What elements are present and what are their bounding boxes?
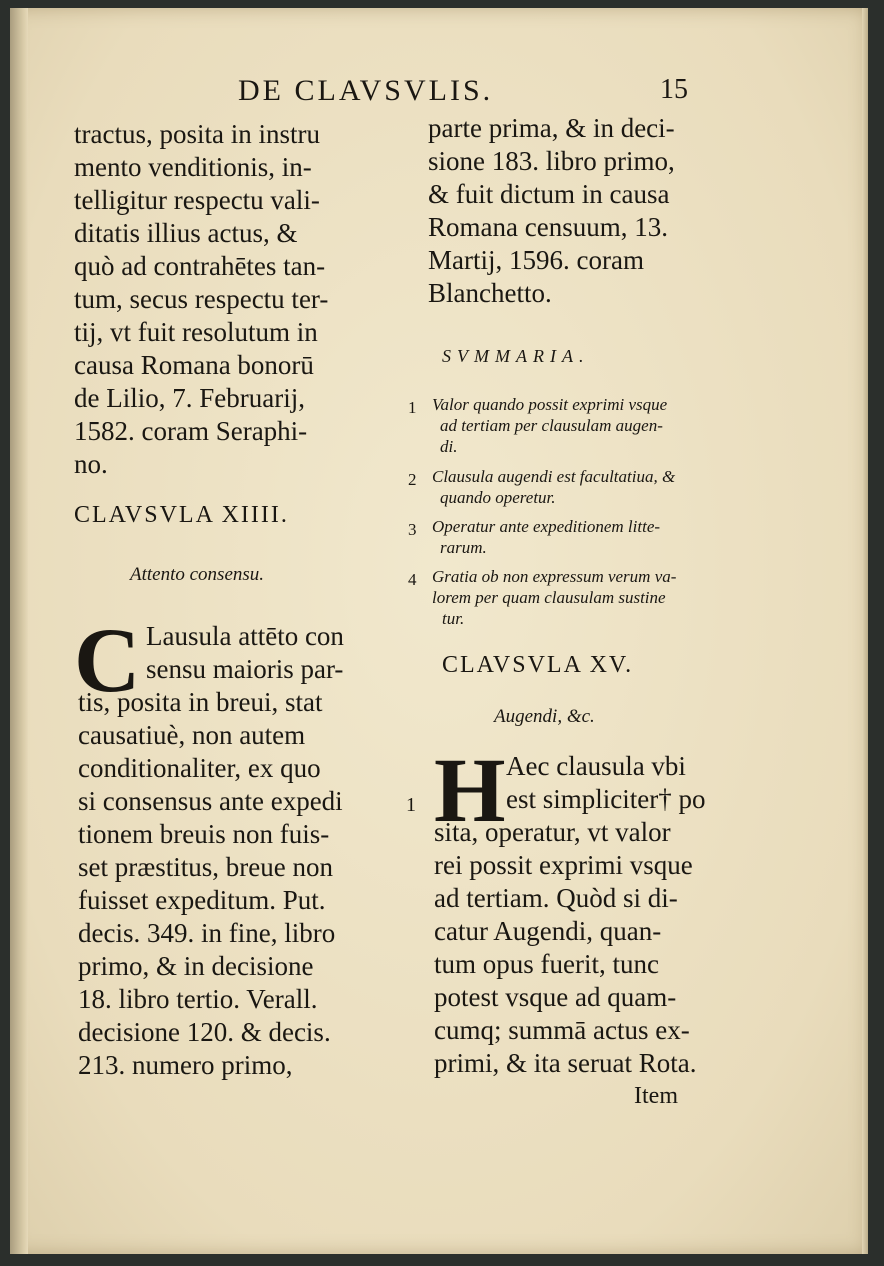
text-line: telligitur respectu vali- xyxy=(74,185,320,215)
text-line: Romana censuum, 13. xyxy=(428,212,668,242)
summary-line: Valor quando possit exprimi vsque xyxy=(432,395,668,414)
text-line: tum, secus respectu ter- xyxy=(74,284,329,314)
text-line: Blanchetto. xyxy=(428,278,552,308)
summary-line: Operatur ante expeditionem litte- xyxy=(432,517,661,536)
text-line: sensu maioris par- xyxy=(146,654,344,684)
text-line: potest vsque ad quam- xyxy=(434,982,677,1012)
text-line: rei possit exprimi vsque xyxy=(434,850,693,880)
summary-number: 2 xyxy=(408,470,417,489)
text-line: Martij, 1596. coram xyxy=(428,245,644,275)
text-line: tionem breuis non fuis- xyxy=(78,819,330,849)
text-line: & fuit dictum in causa xyxy=(428,179,670,209)
text-line: 18. libro tertio. Verall. xyxy=(78,984,318,1014)
summary-number: 1 xyxy=(408,398,417,417)
text-line: Lausula attēto con xyxy=(146,621,344,651)
summary-number: 3 xyxy=(408,520,417,539)
text-line: tij, vt fuit resolutum in xyxy=(74,317,318,347)
section-heading: CLAVSVLA XIIII. xyxy=(74,502,289,528)
text-line: tractus, posita in instru xyxy=(74,119,320,149)
drop-capital: H xyxy=(434,739,506,841)
text-line: decisione 120. & decis. xyxy=(78,1017,331,1047)
summary-line: rarum. xyxy=(440,538,487,557)
text-line: cumq; summā actus ex- xyxy=(434,1015,690,1045)
text-line: sita, operatur, vt valor xyxy=(434,817,671,847)
book-page xyxy=(10,8,868,1254)
summary-line: quando operetur. xyxy=(440,488,556,507)
text-line: tis, posita in breui, stat xyxy=(78,687,323,717)
margin-number: 1 xyxy=(406,794,416,816)
text-line: no. xyxy=(74,449,108,479)
text-line: causatiuè, non autem xyxy=(78,720,306,750)
text-line: fuisset expeditum. Put. xyxy=(78,885,326,915)
text-line: Aec clausula vbi xyxy=(506,751,686,781)
text-line: sione 183. libro primo, xyxy=(428,146,675,176)
section-heading: CLAVSVLA XV. xyxy=(442,652,634,678)
text-line: 1582. coram Seraphi- xyxy=(74,416,308,446)
section-subheading: Attento consensu. xyxy=(130,564,265,585)
summary-line: lorem per quam clausulam sustine xyxy=(432,588,666,607)
page-number: 15 xyxy=(660,74,688,105)
text-line: primo, & in decisione xyxy=(78,951,314,981)
text-line: set præstitus, breue non xyxy=(78,852,333,882)
text-line: mento venditionis, in- xyxy=(74,152,312,182)
text-line: conditionaliter, ex quo xyxy=(78,753,321,783)
text-line: ditatis illius actus, & xyxy=(74,218,298,248)
section-subheading: Augendi, &c. xyxy=(494,706,595,727)
summary-line: tur. xyxy=(442,609,465,628)
text-line: est simpliciter† po xyxy=(506,784,706,814)
running-header: DE CLAVSVLIS. xyxy=(238,74,494,107)
summary-number: 4 xyxy=(408,570,417,589)
text-line: 213. numero primo, xyxy=(78,1050,293,1080)
catchword: Item xyxy=(634,1083,678,1109)
text-line: catur Augendi, quan- xyxy=(434,916,662,946)
text-line: ad tertiam. Quòd si di- xyxy=(434,883,678,913)
summary-line: Gratia ob non expressum verum va- xyxy=(432,567,677,586)
summaria-title: SVMMARIA. xyxy=(442,346,590,366)
summary-line: ad tertiam per clausulam augen- xyxy=(440,416,663,435)
text-line: quò ad contrahētes tan- xyxy=(74,251,326,281)
text-line: primi, & ita seruat Rota. xyxy=(434,1048,697,1078)
text-line: de Lilio, 7. Februarij, xyxy=(74,383,305,413)
text-line: tum opus fuerit, tunc xyxy=(434,949,659,979)
text-line: parte prima, & in deci- xyxy=(428,113,675,143)
page-edge xyxy=(862,8,868,1254)
book-spine xyxy=(10,8,28,1254)
text-line: si consensus ante expedi xyxy=(78,786,343,816)
summary-line: di. xyxy=(440,437,458,456)
text-line: decis. 349. in fine, libro xyxy=(78,918,336,948)
drop-capital: C xyxy=(74,609,141,711)
summary-line: Clausula augendi est facultatiua, & xyxy=(432,467,676,486)
text-line: causa Romana bonorū xyxy=(74,350,314,380)
